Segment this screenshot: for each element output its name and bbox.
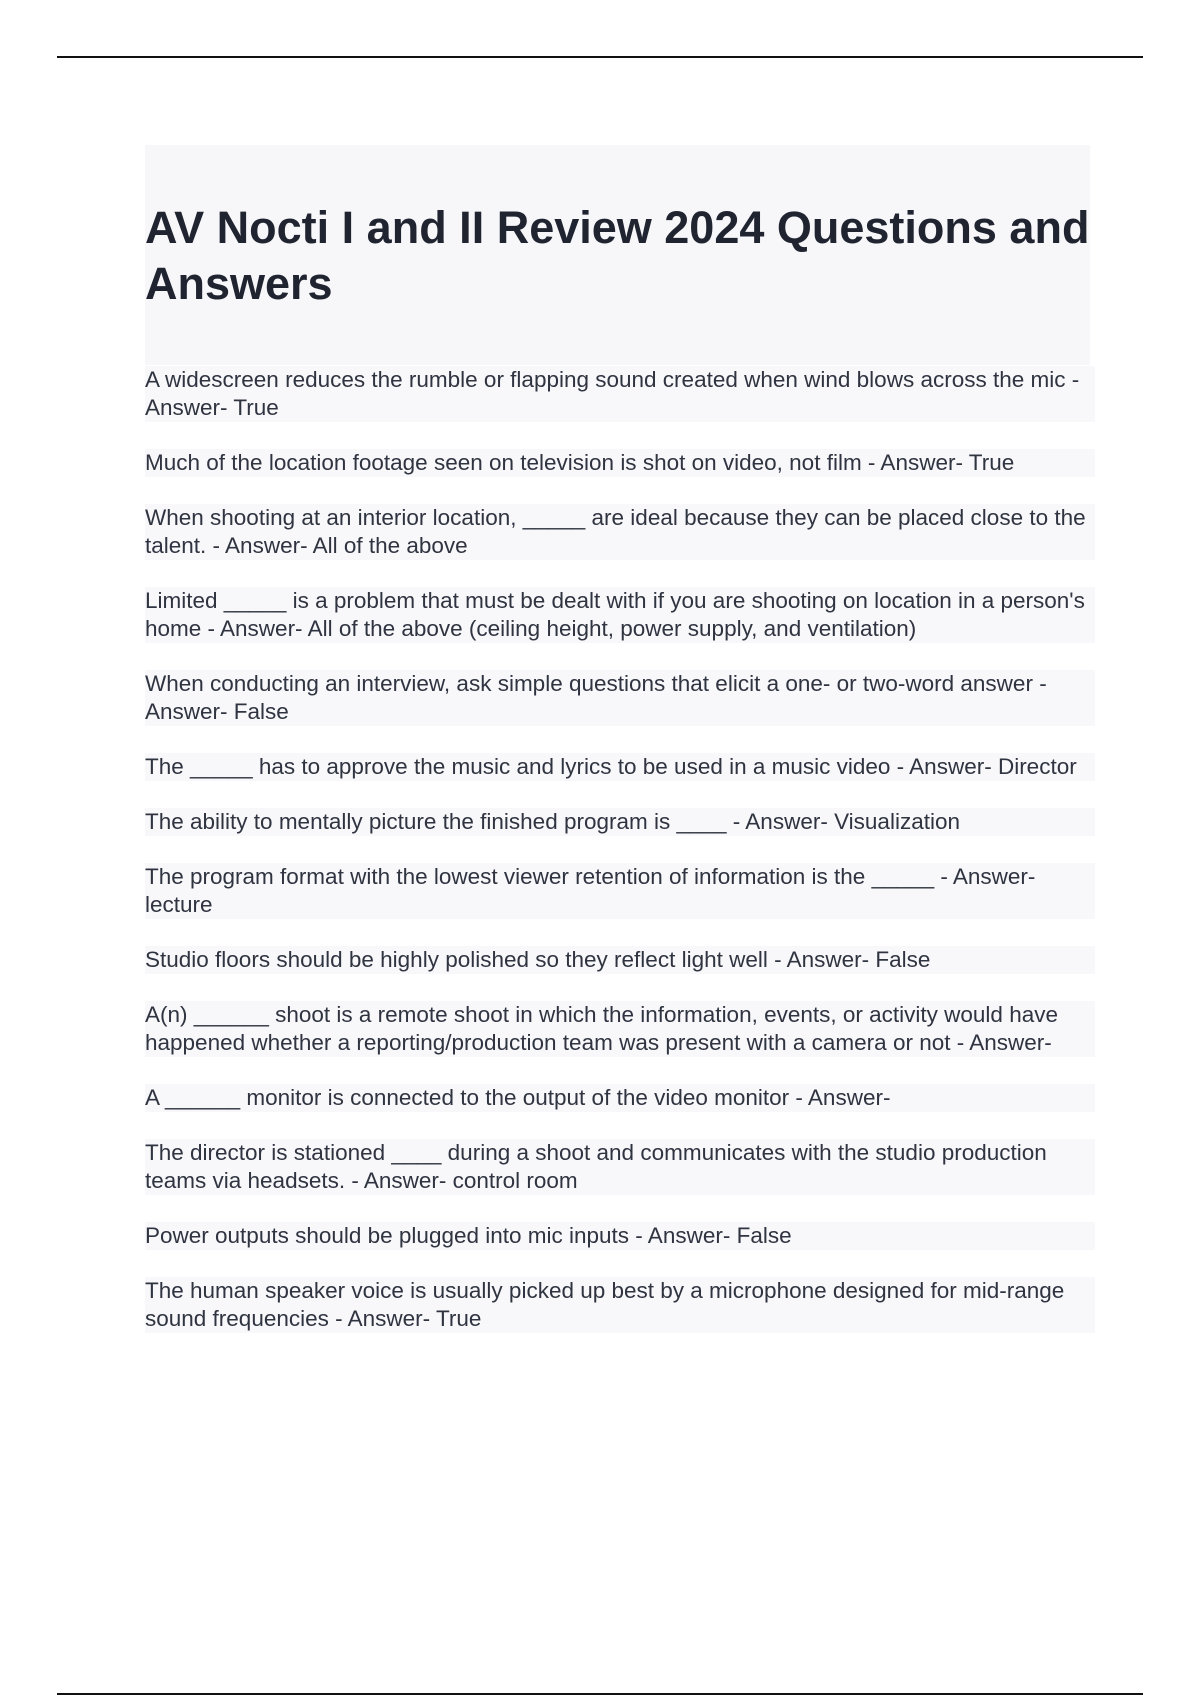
document-title: AV Nocti I and II Review 2024 Questions and Answers bbox=[145, 202, 1090, 309]
qa-item: Power outputs should be plugged into mic inputs - Answer- False bbox=[145, 1222, 1095, 1250]
qa-item: A ______ monitor is connected to the output of the video monitor - Answer- bbox=[145, 1084, 1095, 1112]
qa-item: The director is stationed ____ during a shoot and communicates with the studio production teams via headsets. - Answer- control room bbox=[145, 1139, 1095, 1195]
qa-item: Limited _____ is a problem that must be dealt with if you are shooting on location in a person's home - Answer- All of the above (ceiling height, power supply, and ventilation) bbox=[145, 587, 1095, 643]
top-rule bbox=[57, 56, 1143, 58]
qa-item: Much of the location footage seen on television is shot on video, not film - Answer- True bbox=[145, 449, 1095, 477]
bottom-rule bbox=[57, 1693, 1143, 1695]
qa-item: Studio floors should be highly polished so they reflect light well - Answer- False bbox=[145, 946, 1095, 974]
qa-item: When shooting at an interior location, _____ are ideal because they can be placed close to the talent. - Answer- All of the above bbox=[145, 504, 1095, 560]
qa-item: The human speaker voice is usually picked up best by a microphone designed for mid-range sound frequencies - Answer- True bbox=[145, 1277, 1095, 1333]
qa-item: The _____ has to approve the music and lyrics to be used in a music video - Answer- Director bbox=[145, 753, 1095, 781]
qa-item: A widescreen reduces the rumble or flapping sound created when wind blows across the mic - Answer- True bbox=[145, 366, 1095, 422]
qa-list bbox=[145, 366, 1095, 1360]
qa-item: The ability to mentally picture the finished program is ____ - Answer- Visualization bbox=[145, 808, 1095, 836]
qa-item: The program format with the lowest viewer retention of information is the _____ - Answer- lecture bbox=[145, 863, 1095, 919]
title-block bbox=[145, 145, 1090, 365]
qa-item: A(n) ______ shoot is a remote shoot in which the information, events, or activity would have happened whether a reporting/production team was present with a camera or not - Answer- bbox=[145, 1001, 1095, 1057]
qa-item: When conducting an interview, ask simple questions that elicit a one- or two-word answer - Answer- False bbox=[145, 670, 1095, 726]
